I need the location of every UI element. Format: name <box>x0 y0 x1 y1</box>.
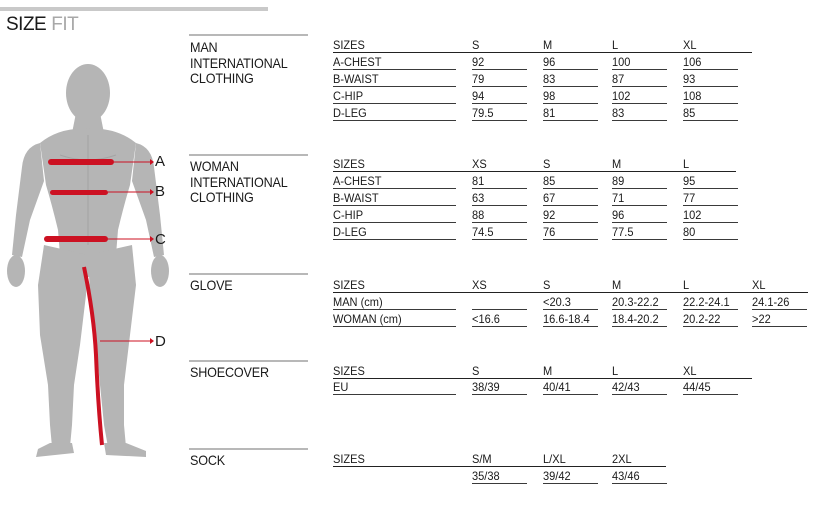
woman-cell-underline <box>612 239 667 240</box>
woman-cell-underline <box>333 239 456 240</box>
glove-table-cell: >22 <box>752 312 771 326</box>
man-section-bar <box>189 34 308 36</box>
woman-cell-underline <box>612 205 667 206</box>
woman-cell-underline <box>472 205 527 206</box>
shoecover-cell-underline <box>612 394 667 395</box>
label-a: A <box>155 153 166 170</box>
man-cell-underline <box>683 69 738 70</box>
woman-table-cell: 67 <box>543 191 556 205</box>
man-cell-underline <box>333 120 456 121</box>
sock-section-title: SOCK <box>190 452 226 468</box>
woman-table-cell: C-HIP <box>333 208 364 222</box>
man-table-cell: 83 <box>543 72 556 86</box>
glove-header-cell: L <box>683 278 690 292</box>
man-cell-underline <box>333 69 456 70</box>
man-cell-underline <box>612 120 667 121</box>
glove-section-title: GLOVE <box>190 277 233 293</box>
page-title-main: SIZE <box>6 14 47 35</box>
glove-header-cell: S <box>543 278 551 292</box>
woman-table-cell: B-WAIST <box>333 191 379 205</box>
woman-table-cell: 81 <box>472 174 485 188</box>
man-cell-underline <box>683 120 738 121</box>
woman-cell-underline <box>683 239 738 240</box>
glove-header-cell: XL <box>752 278 766 292</box>
woman-header-cell: M <box>612 157 622 171</box>
man-cell-underline <box>612 103 667 104</box>
band-c <box>44 236 108 242</box>
sock-header-rule <box>333 466 666 467</box>
glove-header-cell: XS <box>472 278 487 292</box>
glove-cell-underline <box>752 326 807 327</box>
man-cell-underline <box>543 120 598 121</box>
glove-cell-underline <box>683 326 738 327</box>
woman-table-cell: 95 <box>683 174 696 188</box>
shoecover-header-cell: SIZES <box>333 364 365 378</box>
glove-table-cell: <20.3 <box>543 295 571 309</box>
shoecover-cell-underline <box>683 394 738 395</box>
glove-header-cell: M <box>612 278 622 292</box>
man-header-cell: L <box>612 38 619 52</box>
sock-cell-underline <box>543 483 598 484</box>
shoecover-table-cell: 38/39 <box>472 380 500 394</box>
woman-header-cell: S <box>543 157 551 171</box>
shoecover-table-cell: 44/45 <box>683 380 711 394</box>
glove-cell-underline <box>543 326 598 327</box>
woman-table-cell: 88 <box>472 208 485 222</box>
title-underline <box>0 7 268 11</box>
man-header-cell: M <box>543 38 553 52</box>
shoecover-header-cell: XL <box>683 364 697 378</box>
label-b: B <box>155 183 166 200</box>
glove-section-bar <box>189 273 308 275</box>
sock-header-cell: SIZES <box>333 452 365 466</box>
sock-table-cell: 39/42 <box>543 469 571 483</box>
woman-table-cell: 77.5 <box>612 225 634 239</box>
glove-table-cell: <16.6 <box>472 312 500 326</box>
woman-header-cell: L <box>683 157 690 171</box>
woman-table-cell: 74.5 <box>472 225 494 239</box>
woman-cell-underline <box>612 222 667 223</box>
man-cell-underline <box>543 69 598 70</box>
man-table-cell: 94 <box>472 89 485 103</box>
man-table-cell: A-CHEST <box>333 55 382 69</box>
glove-cell-underline <box>333 309 456 310</box>
man-cell-underline <box>472 103 527 104</box>
man-table-cell: 98 <box>543 89 556 103</box>
man-cell-underline <box>612 86 667 87</box>
glove-header-rule <box>333 292 808 293</box>
glove-table-cell: 20.2-22 <box>683 312 721 326</box>
woman-cell-underline <box>333 205 456 206</box>
shoecover-cell-underline <box>472 394 527 395</box>
woman-header-cell: XS <box>472 157 487 171</box>
sock-header-cell: L/XL <box>543 452 566 466</box>
man-cell-underline <box>612 69 667 70</box>
man-cell-underline <box>543 86 598 87</box>
sock-header-cell: 2XL <box>612 452 632 466</box>
woman-cell-underline <box>472 222 527 223</box>
man-table-cell: 102 <box>612 89 631 103</box>
shoecover-header-cell: S <box>472 364 480 378</box>
man-table-cell: 106 <box>683 55 702 69</box>
sock-cell-underline <box>472 483 527 484</box>
woman-table-cell: 102 <box>683 208 702 222</box>
page-title <box>6 14 78 36</box>
man-table-cell: 87 <box>612 72 625 86</box>
woman-cell-underline <box>543 205 598 206</box>
woman-cell-underline <box>683 188 738 189</box>
man-table-cell: 81 <box>543 106 556 120</box>
man-table-cell: 83 <box>612 106 625 120</box>
shoecover-header-cell: M <box>543 364 553 378</box>
sock-header-cell: S/M <box>472 452 492 466</box>
man-cell-underline <box>472 120 527 121</box>
woman-header-rule <box>333 171 736 172</box>
man-header-cell: SIZES <box>333 38 365 52</box>
woman-cell-underline <box>543 239 598 240</box>
shoecover-section-title: SHOECOVER <box>190 364 269 380</box>
glove-table-cell: MAN (cm) <box>333 295 383 309</box>
glove-cell-underline <box>612 326 667 327</box>
label-d: D <box>155 333 166 350</box>
man-table-cell: C-HIP <box>333 89 364 103</box>
shoecover-table-cell: 40/41 <box>543 380 571 394</box>
woman-cell-underline <box>543 188 598 189</box>
sock-cell-underline <box>612 483 667 484</box>
glove-table-cell: 18.4-20.2 <box>612 312 659 326</box>
man-cell-underline <box>472 86 527 87</box>
man-cell-underline <box>333 103 456 104</box>
glove-cell-underline <box>612 309 667 310</box>
glove-table-cell: 20.3-22.2 <box>612 295 659 309</box>
man-table-cell: 92 <box>472 55 485 69</box>
woman-cell-underline <box>612 188 667 189</box>
shoecover-table-cell: EU <box>333 380 349 394</box>
woman-cell-underline <box>333 222 456 223</box>
woman-cell-underline <box>683 205 738 206</box>
glove-cell-underline <box>472 309 527 310</box>
man-cell-underline <box>683 103 738 104</box>
man-table-cell: 79 <box>472 72 485 86</box>
woman-table-cell: 92 <box>543 208 556 222</box>
man-cell-underline <box>333 86 456 87</box>
woman-cell-underline <box>543 222 598 223</box>
woman-section-title: WOMAN INTERNATIONAL CLOTHING <box>190 158 288 205</box>
shoecover-cell-underline <box>543 394 598 395</box>
shoecover-header-rule <box>333 378 752 379</box>
glove-cell-underline <box>683 309 738 310</box>
page-title-accent: FIT <box>51 14 79 35</box>
woman-table-cell: 96 <box>612 208 625 222</box>
man-cell-underline <box>543 103 598 104</box>
label-c: C <box>155 231 166 248</box>
glove-cell-underline <box>752 309 807 310</box>
woman-table-cell: 89 <box>612 174 625 188</box>
shoecover-table-cell: 42/43 <box>612 380 640 394</box>
glove-table-cell: 16.6-18.4 <box>543 312 590 326</box>
body-figure <box>0 55 175 475</box>
glove-header-cell: SIZES <box>333 278 365 292</box>
man-section-title: MAN INTERNATIONAL CLOTHING <box>190 39 288 86</box>
woman-cell-underline <box>333 188 456 189</box>
woman-cell-underline <box>683 222 738 223</box>
man-table-cell: 100 <box>612 55 631 69</box>
woman-table-cell: 77 <box>683 191 696 205</box>
man-table-cell: 85 <box>683 106 696 120</box>
woman-section-bar <box>189 154 308 156</box>
woman-table-cell: 63 <box>472 191 485 205</box>
man-header-cell: S <box>472 38 480 52</box>
glove-table-cell: 24.1-26 <box>752 295 790 309</box>
band-a <box>48 159 114 165</box>
shoecover-header-cell: L <box>612 364 619 378</box>
man-table-cell: 108 <box>683 89 702 103</box>
glove-cell-underline <box>472 326 527 327</box>
shoecover-section-bar <box>189 360 308 362</box>
man-table-cell: B-WAIST <box>333 72 379 86</box>
woman-table-cell: D-LEG <box>333 225 367 239</box>
woman-cell-underline <box>472 188 527 189</box>
man-table-cell: 93 <box>683 72 696 86</box>
man-header-cell: XL <box>683 38 697 52</box>
sock-section-bar <box>189 448 308 450</box>
man-cell-underline <box>683 86 738 87</box>
sock-table-cell: 35/38 <box>472 469 500 483</box>
glove-cell-underline <box>543 309 598 310</box>
glove-table-cell: WOMAN (cm) <box>333 312 402 326</box>
man-table-cell: 96 <box>543 55 556 69</box>
band-b <box>50 190 108 195</box>
man-header-rule <box>333 52 752 53</box>
man-table-cell: D-LEG <box>333 106 367 120</box>
sock-table-cell: 43/46 <box>612 469 640 483</box>
woman-table-cell: 76 <box>543 225 556 239</box>
man-cell-underline <box>472 69 527 70</box>
man-table-cell: 79.5 <box>472 106 494 120</box>
glove-table-cell: 22.2-24.1 <box>683 295 730 309</box>
woman-table-cell: A-CHEST <box>333 174 382 188</box>
woman-header-cell: SIZES <box>333 157 365 171</box>
woman-table-cell: 80 <box>683 225 696 239</box>
woman-cell-underline <box>472 239 527 240</box>
glove-cell-underline <box>333 326 456 327</box>
woman-table-cell: 71 <box>612 191 625 205</box>
shoecover-cell-underline <box>333 394 456 395</box>
woman-table-cell: 85 <box>543 174 556 188</box>
